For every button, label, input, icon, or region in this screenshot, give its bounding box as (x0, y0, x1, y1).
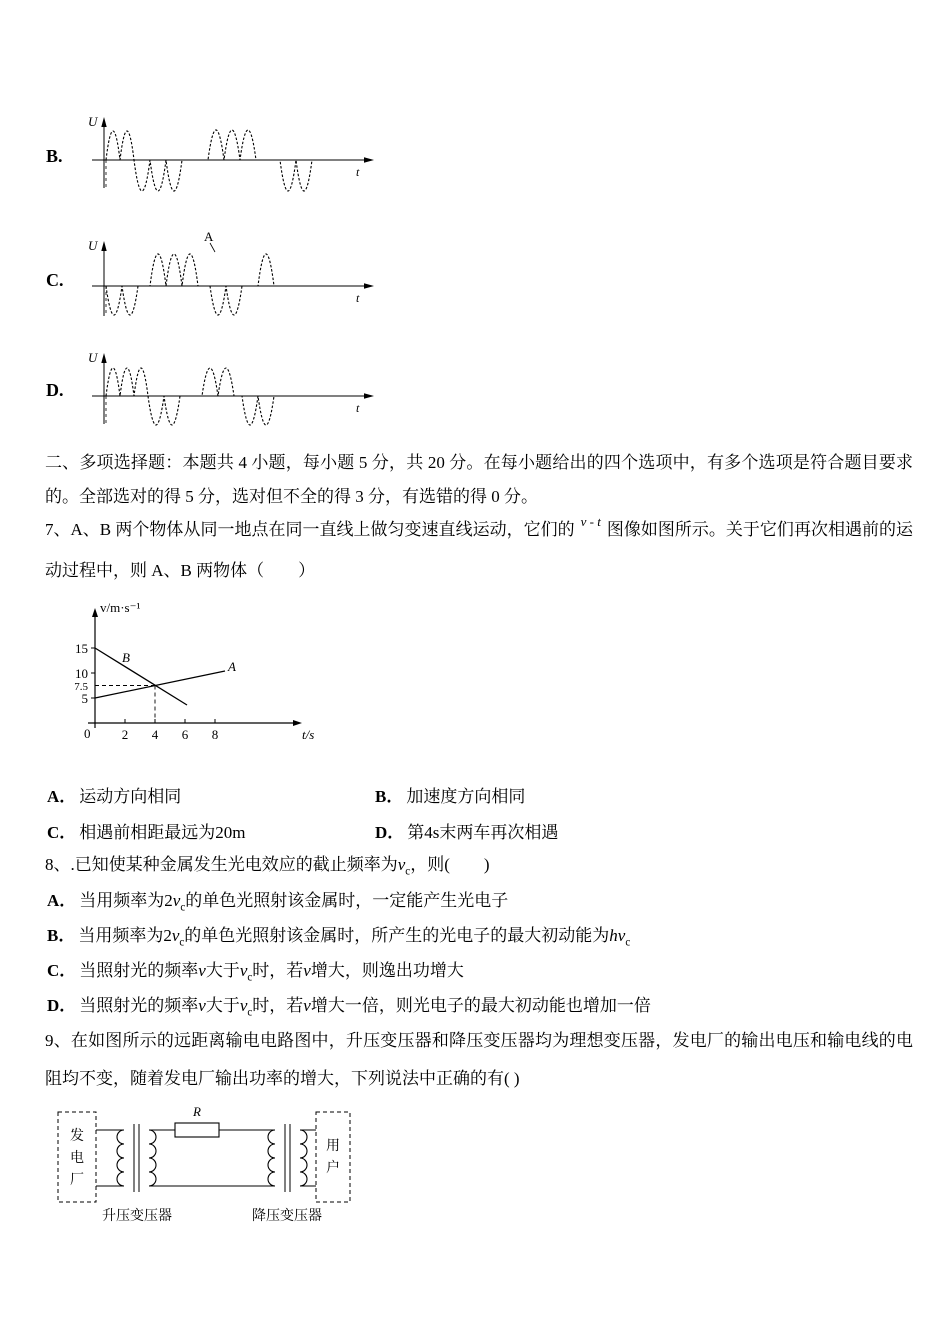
q7-option-c (47, 818, 246, 843)
line-resistor (175, 1123, 219, 1137)
option-b-label: B. (46, 146, 63, 166)
t-axis-label: t (356, 401, 360, 415)
t-axis-arrow (364, 393, 374, 398)
option-text: 当照射光的频率v大于$v_c$时，若v增大，则逸出功增大 (79, 961, 464, 984)
option-label: D． (47, 996, 77, 1015)
annotation-a-label: A (204, 229, 214, 244)
ytick-7-5: 7.5 (74, 681, 88, 693)
user-char-2: 户 (326, 1161, 340, 1176)
option-text: 当用频率为$2v_c$的单色光照射该金属时，一定能产生光电子 (79, 891, 509, 914)
option-label: D． (375, 823, 405, 842)
option-text: 运动方向相同 (79, 787, 182, 806)
section2-header: 二、多项选择题：本题共 4 小题，每小题 5 分，共 20 分。在每小题给出的四个选项中，有多个选项是符合题目要求的。全部选对的得 5 分，选对但不全的得 3 分，有选错的得 0 分。 (45, 453, 913, 506)
xtick-6: 6 (181, 727, 189, 742)
t-axis-arrow (364, 283, 374, 288)
t-axis-arrow (293, 720, 302, 726)
waveform-c-plot (86, 228, 386, 324)
u-axis-arrow (101, 241, 106, 251)
ytick-15: 15 (75, 641, 88, 656)
q7-option-a (47, 782, 181, 807)
q8-option-b (47, 921, 630, 948)
q8-stem: 8、.已知使某种金属发生光电效应的截止频率为$v_c$，则( ) (45, 855, 490, 878)
option-text: 加速度方向相同 (406, 787, 526, 806)
resistor-label: R (193, 1104, 201, 1119)
option-label: C． (47, 823, 77, 842)
waveform-b-plot (86, 108, 386, 196)
u-axis-label: U (88, 238, 98, 253)
xtick-8: 8 (211, 727, 219, 742)
q8-option-c (47, 956, 464, 983)
t-axis-label: t (356, 165, 360, 179)
t-axis-arrow (364, 157, 374, 162)
modulated-waveform (106, 254, 296, 315)
option-d-label: D. (46, 380, 64, 400)
line-a-label: A (228, 659, 236, 674)
option-c-label: C. (46, 270, 64, 290)
option-text: 第4s末两车再次相遇 (407, 823, 559, 842)
v-axis-label: v/m·s⁻¹ (100, 600, 141, 615)
line-b (95, 648, 187, 705)
t-axis-label: t/s (302, 727, 315, 742)
circuit-diagram (50, 1100, 360, 1235)
q8-option-d (47, 991, 651, 1018)
annotation-a-pointer (210, 243, 215, 252)
q7-option-b (375, 782, 525, 807)
q7-option-d (375, 818, 558, 843)
transformer2-primary-coil (268, 1130, 275, 1186)
option-label: A． (47, 787, 77, 806)
option-label: B． (47, 926, 76, 945)
transformer2-secondary-coil (300, 1130, 307, 1186)
line-b-label: B (122, 650, 130, 665)
option-text: 当用频率为$2v_c$的单色光照射该金属时，所产生的光电子的最大初动能为$hv_c$ (78, 926, 631, 949)
waveform-d-plot (86, 346, 386, 432)
power-plant-char-3: 厂 (70, 1173, 84, 1188)
u-axis-arrow (101, 117, 106, 127)
user-box (316, 1112, 350, 1202)
option-text: 当照射光的频率v大于$v_c$时，若v增大一倍，则光电子的最大初动能也增加一倍 (79, 996, 651, 1019)
transformer1-secondary-coil (149, 1130, 156, 1186)
option-label: B． (375, 787, 404, 806)
origin-label: 0 (84, 726, 91, 741)
option-label: C． (47, 961, 77, 980)
u-axis-arrow (101, 353, 106, 363)
t-axis-label: t (356, 291, 360, 305)
u-axis-label: U (88, 114, 98, 129)
line-a (95, 671, 225, 698)
v-axis-arrow (92, 608, 98, 617)
power-plant-char-1: 发 (70, 1129, 84, 1144)
option-label: A． (47, 891, 77, 910)
transformer1-primary-coil (117, 1130, 124, 1186)
q7-stem: 7、A、B 两个物体从同一地点在同一直线上做匀变速直线运动，它们的 v - t 图像如图所示。关于它们再次相遇前的运动过程中，则 A、B 两物体（ ） (45, 514, 913, 580)
xtick-4: 4 (151, 727, 159, 742)
option-text: 相遇前相距最远为20m (79, 823, 246, 842)
xtick-2: 2 (121, 727, 129, 742)
step-down-transformer-label: 降压变压器 (252, 1209, 322, 1224)
vt-graph-plot (50, 598, 330, 770)
user-char-1: 用 (326, 1139, 340, 1154)
q8-option-a (47, 886, 508, 913)
step-up-transformer-label: 升压变压器 (102, 1209, 172, 1224)
u-axis-label: U (88, 350, 98, 365)
ytick-5: 5 (81, 691, 88, 706)
ytick-10: 10 (75, 666, 88, 681)
power-plant-char-2: 电 (70, 1151, 84, 1166)
q9-stem: 9、在如图所示的远距离输电电路图中，升压变压器和降压变压器均为理想变压器，发电厂的输出电压和输电线的电阻均不变，随着发电厂输出功率的增大，下列说法中正确的有( ) (45, 1031, 913, 1088)
